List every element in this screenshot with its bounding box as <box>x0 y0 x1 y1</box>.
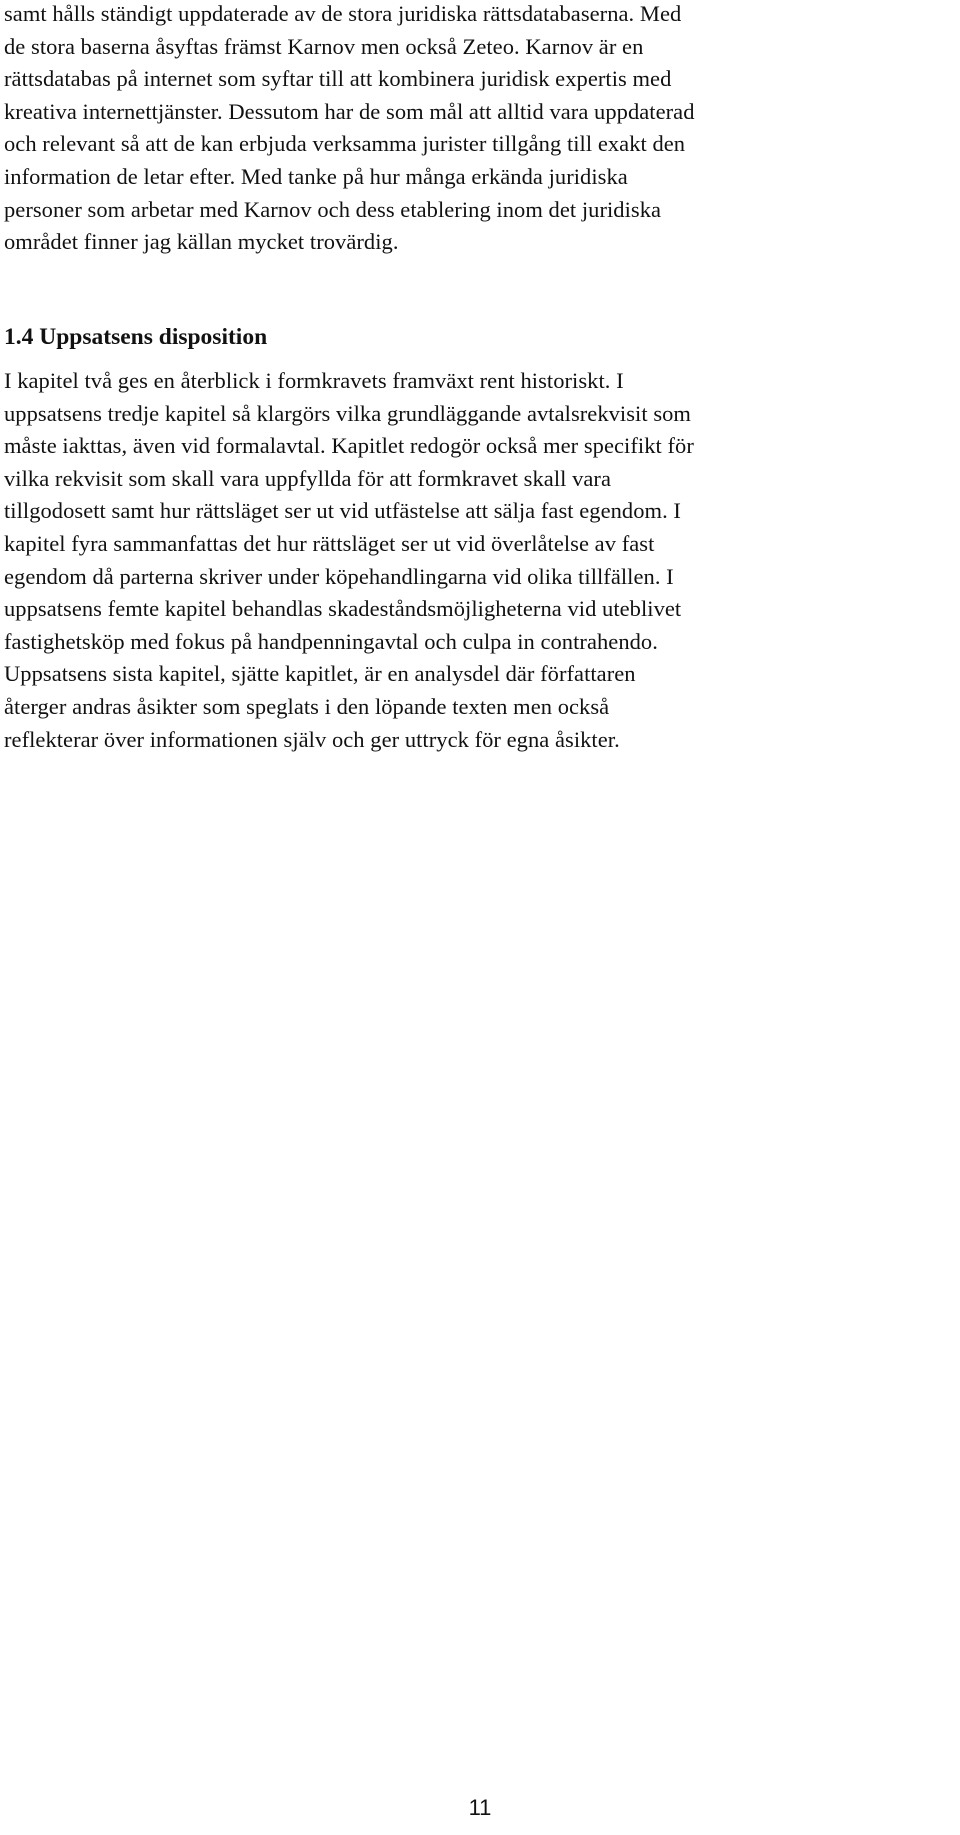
paragraph-line: de stora baserna åsyftas främst Karnov men också Zeteo. Karnov är en <box>4 33 644 59</box>
paragraph-line: återger andras åsikter som speglats i den löpande texten men också <box>4 693 610 719</box>
section-heading: 1.4 Uppsatsens disposition <box>4 324 268 350</box>
paragraph-line: rättsdatabas på internet som syftar till att kombinera juridisk expertis med <box>4 66 672 92</box>
paragraph-line: måste iakttas, även vid formalavtal. Kapitlet redogör också mer specifikt för <box>4 433 694 459</box>
paragraph-line: vilka rekvisit som skall vara uppfyllda för att formkravet skall vara <box>4 465 612 491</box>
paragraph-line: området finner jag källan mycket trovärdig. <box>4 229 399 255</box>
paragraph-line: reflekterar över informationen själv och ger uttryck för egna åsikter. <box>4 726 620 752</box>
paragraph-line: personer som arbetar med Karnov och dess etablering inom det juridiska <box>4 196 662 222</box>
page-number: 11 <box>468 1795 492 1820</box>
paragraph-line: egendom då parterna skriver under köpehandlingarna vid olika tillfällen. I <box>4 563 674 589</box>
paragraph-line: och relevant så att de kan erbjuda verksamma jurister tillgång till exakt den <box>4 131 686 157</box>
paragraph-line: Uppsatsens sista kapitel, sjätte kapitlet, är en analysdel där författaren <box>4 661 636 687</box>
disposition-paragraph <box>4 365 954 756</box>
paragraph-line: information de letar efter. Med tanke på hur många erkända juridiska <box>4 163 628 189</box>
intro-paragraph <box>4 0 954 259</box>
paragraph-line: samt hålls ständigt uppdaterade av de stora juridiska rättsdatabaserna. Med <box>4 1 682 26</box>
paragraph-line: kreativa internettjänster. Dessutom har de som mål att alltid vara uppdaterad <box>4 98 695 124</box>
paragraph-line: tillgodosett samt hur rättsläget ser ut vid utfästelse att sälja fast egendom. I <box>4 498 681 524</box>
paragraph-line: fastighetsköp med fokus på handpenningavtal och culpa in contrahendo. <box>4 628 658 654</box>
paragraph-line: kapitel fyra sammanfattas det hur rättsläget ser ut vid överlåtelse av fast <box>4 530 655 556</box>
paragraph-line: uppsatsens femte kapitel behandlas skadeståndsmöjligheterna vid uteblivet <box>4 596 682 622</box>
paragraph-line: I kapitel två ges en återblick i formkravets framväxt rent historiskt. I <box>4 368 624 393</box>
paragraph-line: uppsatsens tredje kapitel så klargörs vilka grundläggande avtalsrekvisit som <box>4 400 691 426</box>
